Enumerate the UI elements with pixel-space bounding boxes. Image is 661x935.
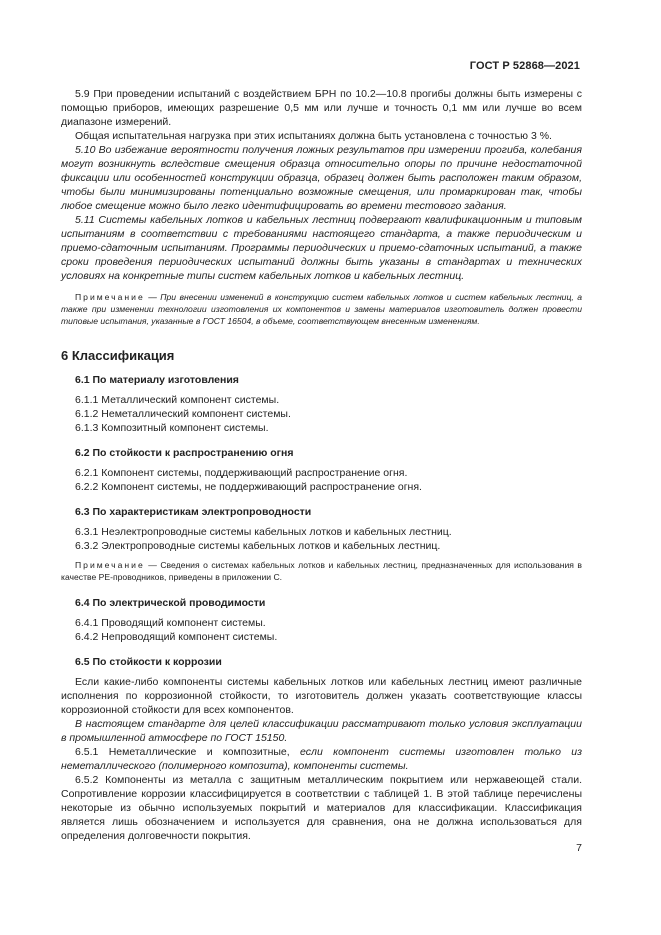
document-body — [61, 87, 582, 843]
list-item-6-2-1: 6.2.1 Компонент системы, поддерживающий распространение огня. — [75, 467, 408, 479]
list-item-6-3-2: 6.3.2 Электропроводные системы кабельных лотков и кабельных лестниц. — [75, 540, 441, 552]
paragraph-6-5-scope: В настоящем стандарте для целей классификации рассматривают только условия эксплуатации в промышленной атмосфере по ГОСТ 15150. — [61, 718, 582, 744]
list-item-6-1-2: 6.1.2 Неметаллический компонент системы. — [75, 408, 291, 420]
note-label: Примечание — [75, 560, 145, 570]
paragraph-5-9-load: Общая испытательная нагрузка при этих испытаниях должна быть установлена с точностью 3 %. — [75, 130, 552, 142]
paragraph-5-11: 5.11 Системы кабельных лотков и кабельных лестниц подвергают квалификационным и типовым испытаниям в соответствии с требованиями настоящего стандарта, а также периодическим и приемо-сдаточным испытаниям. Программы периодических и приемо-сдаточных испытаний, а также сроки проведения периодических испытаний должны быть указаны в стандартах и технических условиях на конкретные типы систем кабельных лотков и кабельных лестниц. — [61, 214, 582, 282]
page-number: 7 — [576, 842, 582, 854]
subsection-6-5-title: 6.5 По стойкости к коррозии — [75, 656, 222, 668]
note-text: — Сведения о системах кабельных лотков и кабельных лестниц, предназначенных для использования в качестве PE-проводников, приведены в приложении С. — [61, 560, 582, 582]
paragraph-6-5-1-italic: если компонент системы изготовлен только из неметаллического (полимерного композита), компоненты системы. — [61, 746, 582, 772]
note-text: — При внесении изменений в конструкцию систем кабельных лотков и систем кабельных лестниц, а также при изменении технологии изготовления их компонентов и замены материалов изготовитель должен провести типовые испытания, указанные в ГОСТ 16504, в объеме, соответствующем внесенным изменениям. — [61, 292, 582, 326]
list-item-6-3-1: 6.3.1 Неэлектропроводные системы кабельных лотков и кабельных лестниц. — [75, 526, 452, 538]
note-5 — [61, 291, 582, 327]
list-item-6-2-2: 6.2.2 Компонент системы, не поддерживающий распространение огня. — [75, 481, 422, 493]
subsection-6-3-title: 6.3 По характеристикам электропроводности — [75, 506, 312, 518]
list-item-6-1-1: 6.1.1 Металлический компонент системы. — [75, 394, 280, 406]
subsection-6-1-title: 6.1 По материалу изготовления — [75, 374, 239, 386]
paragraph-6-5-intro: Если какие-либо компоненты системы кабельных лотков или кабельных лестниц имеют различные исполнения по коррозионной стойкости, то изготовитель должен указать соответствующие классы коррозионной стойкости для всех компонентов. — [61, 676, 582, 716]
subsection-6-4-title: 6.4 По электрической проводимости — [75, 597, 266, 609]
document-header: ГОСТ Р 52868—2021 — [469, 60, 580, 72]
paragraph-6-5-1 — [61, 745, 582, 773]
paragraph-6-5-1-lead: 6.5.1 Неметаллические и композитные, — [75, 746, 301, 758]
paragraph-5-9: 5.9 При проведении испытаний с воздействием БРН по 10.2—10.8 прогибы должны быть измерены с помощью приборов, имеющих разрешение 0,5 мм или лучше и точность 0,1 мм или лучше во всем диапазоне измерений. — [61, 88, 582, 128]
note-label: Примечание — [75, 292, 145, 302]
note-6-3 — [61, 559, 582, 583]
list-item-6-1-3: 6.1.3 Композитный компонент системы. — [75, 422, 269, 434]
section-6-title: 6 Классификация — [61, 348, 175, 363]
paragraph-5-10: 5.10 Во избежание вероятности получения ложных результатов при измерении прогиба, колебания могут возникнуть вследствие смещения образца относительно опоры по причине недостаточной фиксации или особенностей конструкции образца, образец должен быть расположен таким образом, чтобы были минимизированы потенциально возможные смещения, или промаркирован так, чтобы любое смещение можно было легко идентифицировать во времени тестового задания. — [61, 144, 582, 212]
paragraph-6-5-2: 6.5.2 Компоненты из металла с защитным металлическим покрытием или нержавеющей стали. Сопротивление коррозии классифицируется в соответствии с таблицей 1. В этой таблице перечислены некоторые из обычно используемых покрытий и материалов для классификации. Классификация является лишь обозначением и используется для сравнения, она не должна использоваться для определения долговечности покрытия. — [61, 774, 582, 842]
subsection-6-2-title: 6.2 По стойкости к распространению огня — [75, 447, 294, 459]
list-item-6-4-2: 6.4.2 Непроводящий компонент системы. — [75, 631, 278, 643]
list-item-6-4-1: 6.4.1 Проводящий компонент системы. — [75, 617, 266, 629]
